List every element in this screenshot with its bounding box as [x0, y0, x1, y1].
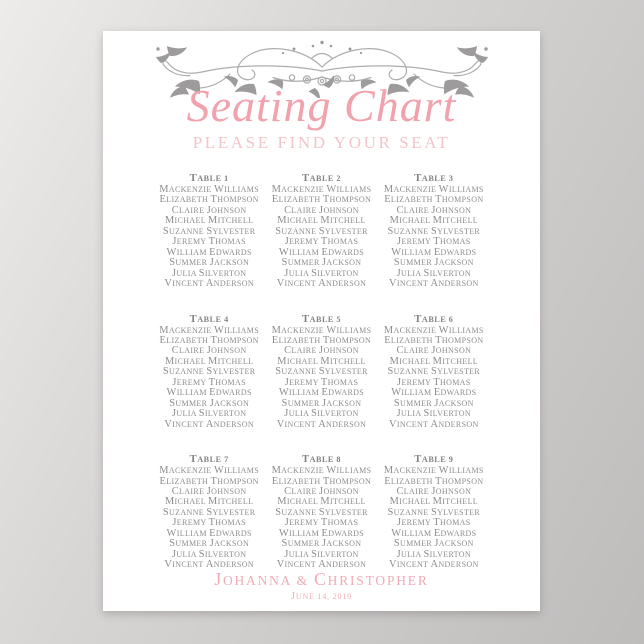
guest-name: SUMMER JACKSON — [169, 257, 250, 269]
table-block — [155, 454, 263, 571]
guest-name: CLAIRE JOHNSON — [284, 345, 359, 357]
guest-name: VINCENT ANDERSON — [164, 278, 254, 290]
guest-name: ELIZABETH THOMPSON — [384, 334, 484, 346]
event-date: JUNE 14, 2019 — [291, 591, 352, 602]
guest-name: VINCENT ANDERSON — [164, 559, 254, 571]
guest-name: SUZANNE SYLVESTER — [387, 506, 481, 518]
guest-name: VINCENT ANDERSON — [389, 278, 479, 290]
guest-name: CLAIRE JOHNSON — [284, 204, 359, 216]
guest-name: WILLIAM EDWARDS — [166, 387, 252, 399]
guest-name: CLAIRE JOHNSON — [396, 345, 472, 357]
table-block — [380, 454, 488, 571]
guest-name: MICHAEL MITCHELL — [389, 496, 479, 508]
table-label: TABLE 7 — [189, 454, 229, 466]
guest-name: JULIA SILVERTON — [171, 267, 247, 279]
seating-chart-poster — [103, 31, 540, 611]
guest-name: JULIA SILVERTON — [396, 408, 472, 420]
guest-name: ELIZABETH THOMPSON — [271, 334, 372, 346]
guest-name: MACKENZIE WILLIAMS — [383, 465, 484, 477]
guest-name: VINCENT ANDERSON — [276, 418, 367, 430]
guest-name: JEREMY THOMAS — [397, 236, 471, 248]
table-label: TABLE 4 — [189, 313, 229, 325]
guest-list — [267, 466, 375, 571]
guest-name: CLAIRE JOHNSON — [284, 485, 359, 497]
guest-name: SUZANNE SYLVESTER — [275, 366, 368, 378]
guest-name: MACKENZIE WILLIAMS — [159, 465, 260, 477]
guest-name: JEREMY THOMAS — [172, 376, 246, 388]
guest-name: JULIA SILVERTON — [396, 548, 472, 560]
guest-name: MACKENZIE WILLIAMS — [271, 184, 372, 195]
guest-list — [380, 326, 488, 431]
guest-name: WILLIAM EDWARDS — [166, 246, 252, 258]
guest-list — [155, 326, 263, 431]
guest-name: MACKENZIE WILLIAMS — [159, 184, 260, 195]
guest-name: SUZANNE SYLVESTER — [275, 506, 368, 518]
guest-name: MICHAEL MITCHELL — [164, 496, 254, 508]
table-block — [380, 314, 488, 431]
guest-name: JEREMY THOMAS — [284, 236, 359, 248]
guest-list — [155, 185, 263, 290]
guest-name: JEREMY THOMAS — [284, 376, 359, 388]
guest-name: VINCENT ANDERSON — [389, 559, 479, 571]
guest-name: MICHAEL MITCHELL — [277, 496, 366, 508]
guest-name: MICHAEL MITCHELL — [389, 215, 479, 227]
guest-name: ELIZABETH THOMPSON — [159, 334, 259, 346]
guest-name: MACKENZIE WILLIAMS — [383, 324, 484, 336]
guest-name: CLAIRE JOHNSON — [171, 485, 247, 497]
guest-name: JEREMY THOMAS — [172, 517, 246, 529]
guest-name: WILLIAM EDWARDS — [278, 246, 365, 258]
guest-name: MICHAEL MITCHELL — [164, 215, 254, 227]
table-label: TABLE 6 — [414, 313, 454, 325]
poster-subtitle: PLEASE FIND YOUR SEAT — [192, 133, 451, 152]
guest-name: WILLIAM EDWARDS — [166, 527, 252, 539]
guest-name: JULIA SILVERTON — [396, 267, 472, 279]
table-block — [267, 173, 375, 290]
guest-name: SUMMER JACKSON — [281, 538, 362, 550]
guest-name: JULIA SILVERTON — [171, 408, 247, 420]
guest-name: ELIZABETH THOMPSON — [271, 475, 372, 487]
guest-name: JULIA SILVERTON — [171, 548, 247, 560]
guest-name: SUZANNE SYLVESTER — [162, 225, 256, 237]
guest-name: MICHAEL MITCHELL — [389, 355, 479, 367]
guest-name: MACKENZIE WILLIAMS — [271, 324, 372, 336]
table-block — [267, 454, 375, 571]
guest-name: VINCENT ANDERSON — [276, 559, 367, 571]
guest-name: JEREMY THOMAS — [397, 517, 471, 529]
guest-list — [155, 466, 263, 571]
table-label: TABLE 1 — [189, 173, 229, 184]
guest-name: SUMMER JACKSON — [281, 397, 362, 409]
guest-name: CLAIRE JOHNSON — [171, 204, 247, 216]
guest-name: VINCENT ANDERSON — [164, 418, 254, 430]
guest-name: WILLIAM EDWARDS — [391, 387, 477, 399]
guest-name: ELIZABETH THOMPSON — [271, 194, 372, 206]
poster-footer — [103, 571, 540, 602]
guest-name: MACKENZIE WILLIAMS — [271, 465, 372, 477]
guest-name: JULIA SILVERTON — [284, 267, 359, 279]
guest-name: JEREMY THOMAS — [284, 517, 359, 529]
guest-name: MICHAEL MITCHELL — [164, 355, 254, 367]
guest-name: JEREMY THOMAS — [397, 376, 471, 388]
guest-name: WILLIAM EDWARDS — [278, 527, 365, 539]
guest-name: ELIZABETH THOMPSON — [384, 475, 484, 487]
guest-name: WILLIAM EDWARDS — [391, 246, 477, 258]
guest-name: MACKENZIE WILLIAMS — [383, 184, 484, 195]
guest-name: WILLIAM EDWARDS — [391, 527, 477, 539]
table-block — [380, 173, 488, 290]
guest-name: SUMMER JACKSON — [169, 397, 250, 409]
guest-name: ELIZABETH THOMPSON — [159, 194, 259, 206]
guest-name: SUMMER JACKSON — [169, 538, 250, 550]
guest-name: SUMMER JACKSON — [393, 257, 474, 269]
guest-list — [267, 326, 375, 431]
guest-name: SUZANNE SYLVESTER — [275, 225, 368, 237]
guest-list — [380, 466, 488, 571]
guest-name: ELIZABETH THOMPSON — [159, 475, 259, 487]
table-block — [267, 314, 375, 431]
table-label: TABLE 3 — [414, 173, 454, 184]
guest-list — [267, 185, 375, 290]
guest-name: SUMMER JACKSON — [281, 257, 362, 269]
guest-name: SUZANNE SYLVESTER — [387, 225, 481, 237]
guest-name: SUMMER JACKSON — [393, 397, 474, 409]
guest-name: SUZANNE SYLVESTER — [162, 506, 256, 518]
guest-name: JULIA SILVERTON — [284, 548, 359, 560]
guest-name: JEREMY THOMAS — [172, 236, 246, 248]
table-label: TABLE 2 — [301, 173, 342, 184]
table-label: TABLE 9 — [414, 454, 454, 466]
guest-name: VINCENT ANDERSON — [276, 278, 367, 290]
table-label: TABLE 8 — [301, 454, 342, 466]
guest-name: CLAIRE JOHNSON — [171, 345, 247, 357]
guest-list — [380, 185, 488, 290]
guest-name: SUZANNE SYLVESTER — [162, 366, 256, 378]
guest-name: MICHAEL MITCHELL — [277, 355, 366, 367]
couple-names: JOHANNA & CHRISTOPHER — [214, 569, 429, 589]
guest-name: CLAIRE JOHNSON — [396, 204, 472, 216]
guest-name: JULIA SILVERTON — [284, 408, 359, 420]
guest-name: ELIZABETH THOMPSON — [384, 194, 484, 206]
tables-grid — [155, 173, 488, 571]
table-block — [155, 314, 263, 431]
table-label: TABLE 5 — [301, 313, 342, 325]
guest-name: MACKENZIE WILLIAMS — [159, 324, 260, 336]
guest-name: CLAIRE JOHNSON — [396, 485, 472, 497]
guest-name: SUMMER JACKSON — [393, 538, 474, 550]
guest-name: VINCENT ANDERSON — [389, 418, 479, 430]
guest-name: MICHAEL MITCHELL — [277, 215, 366, 227]
guest-name: SUZANNE SYLVESTER — [387, 366, 481, 378]
poster-title: Seating Chart — [186, 80, 457, 131]
table-block — [155, 173, 263, 290]
guest-name: WILLIAM EDWARDS — [278, 387, 365, 399]
